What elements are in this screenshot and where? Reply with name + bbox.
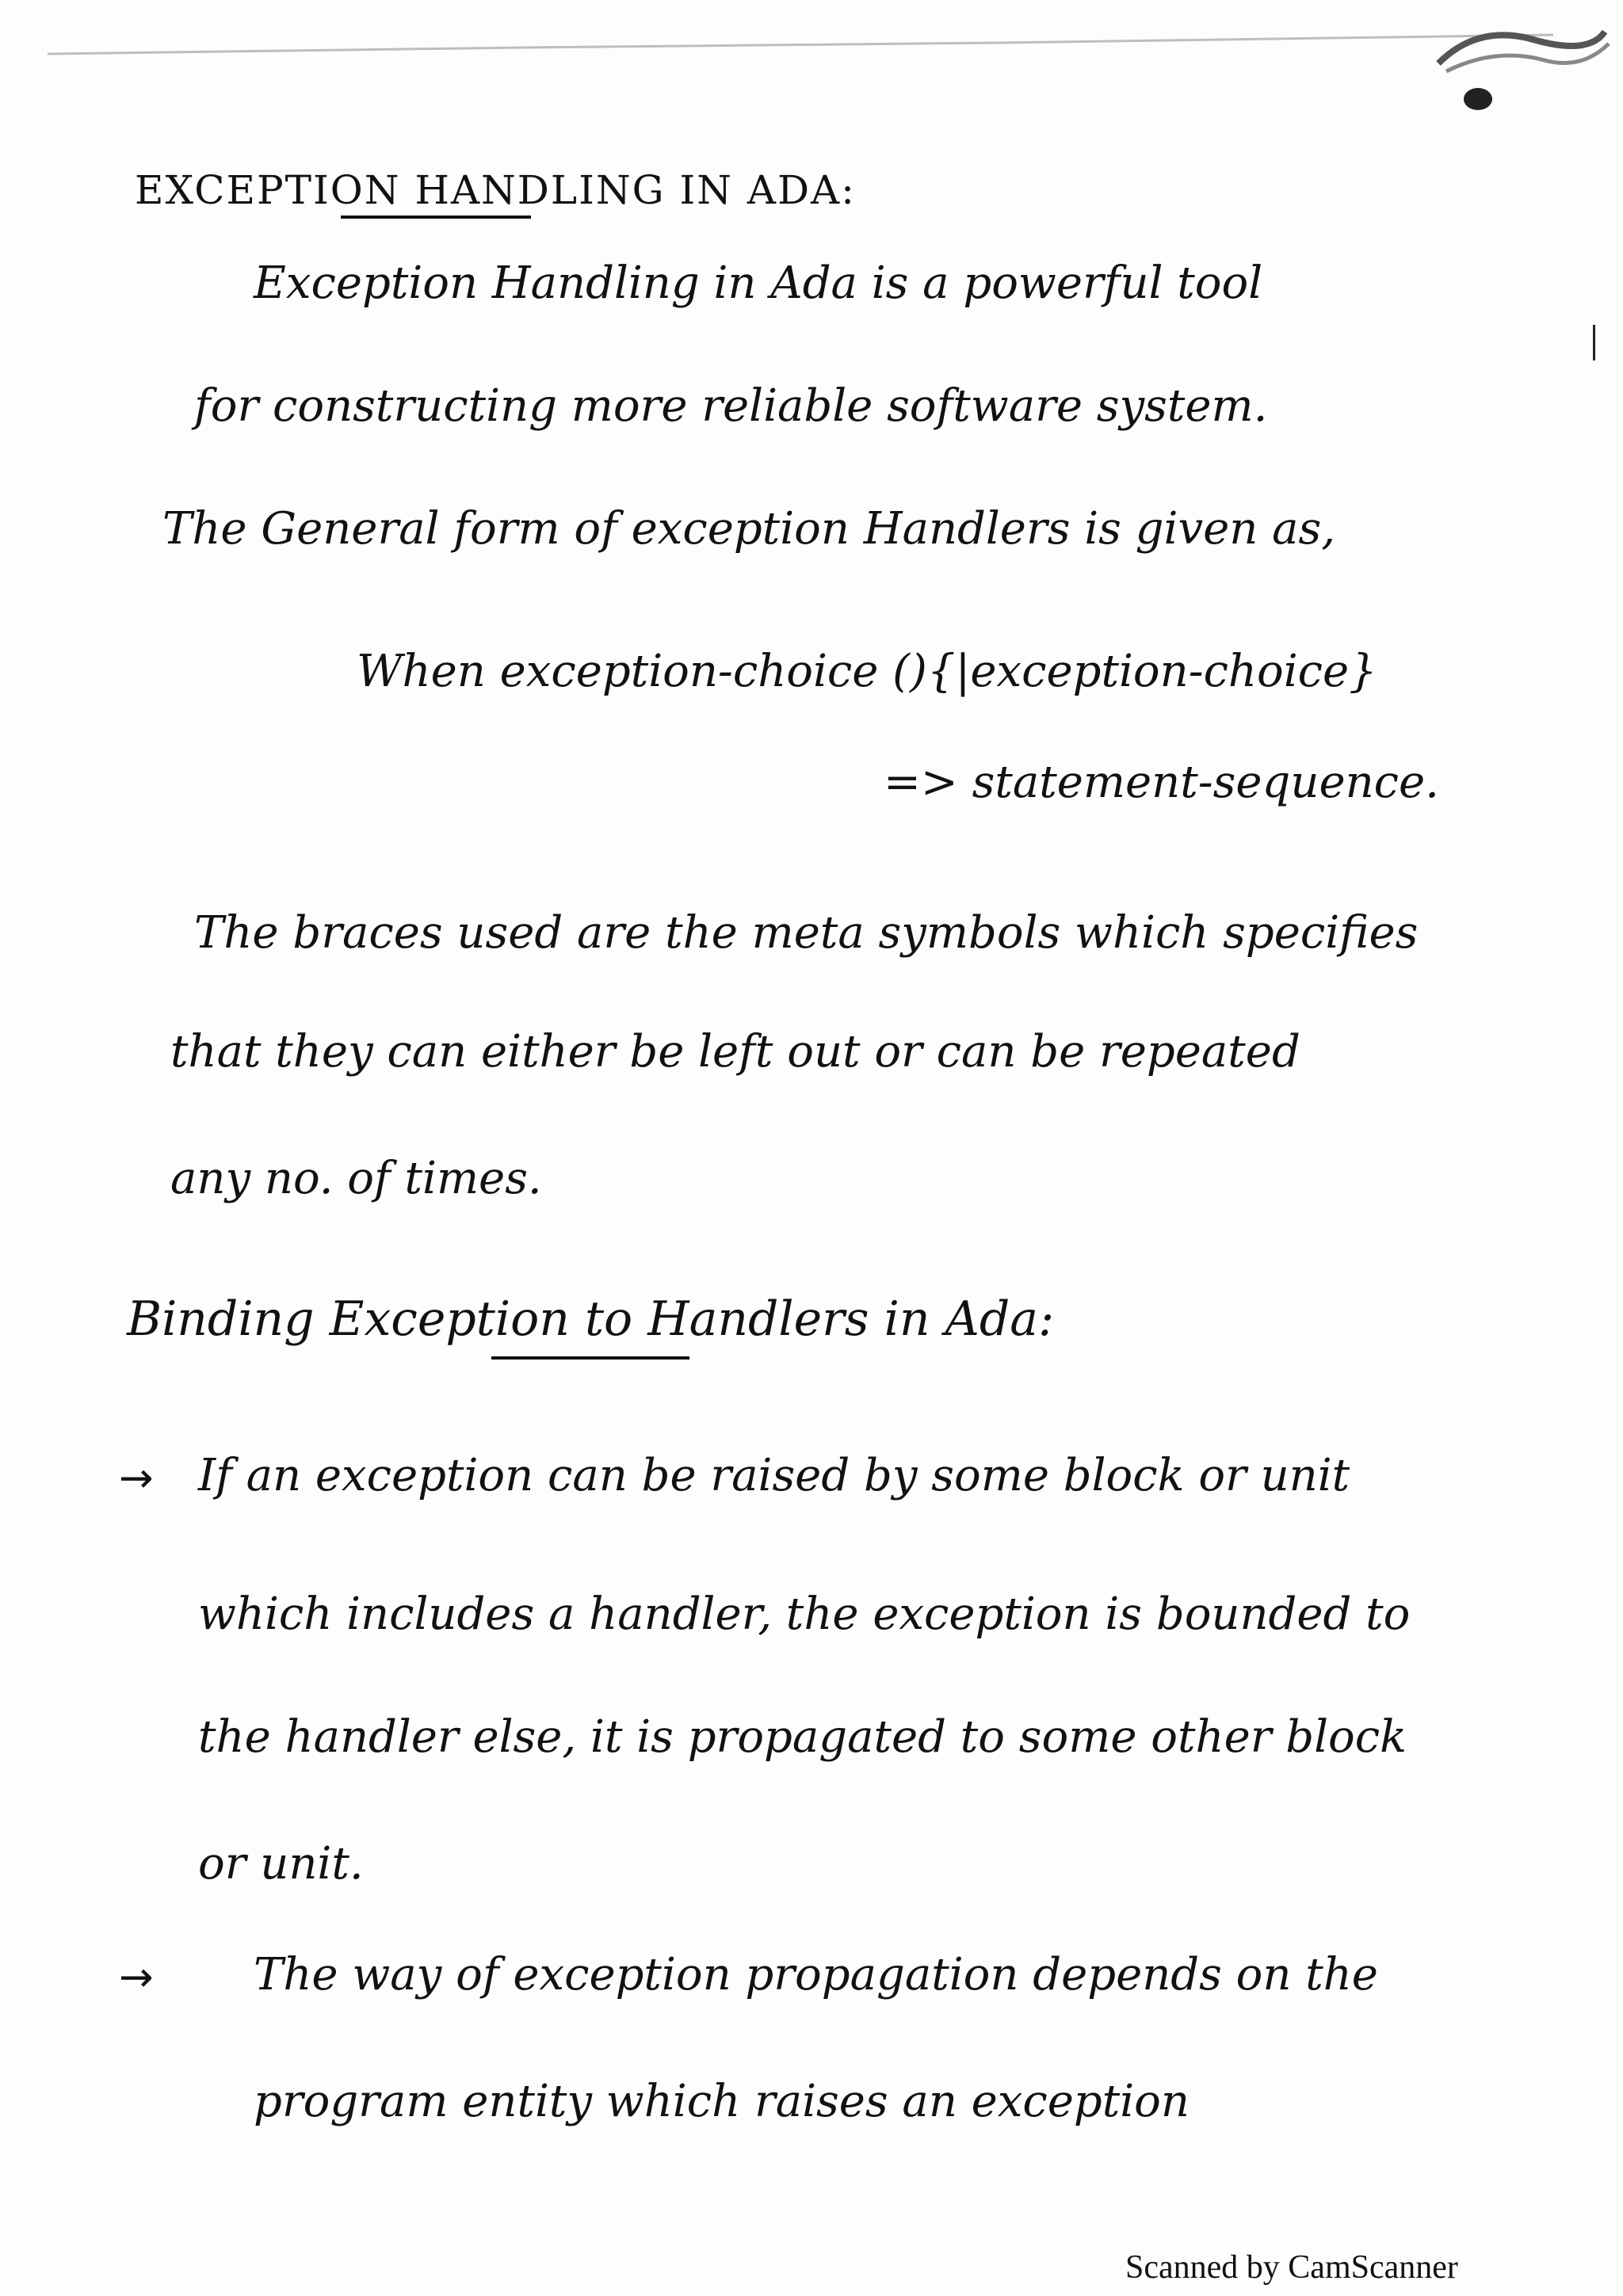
margin-stroke [1593, 325, 1595, 360]
bullet2-line1: The way of exception propagation depends on the [254, 1949, 1378, 2000]
bullet1-line3: the handler else, it is propagated to some other block [198, 1711, 1407, 1763]
bullet2-line2: program entity which raises an exception [254, 2076, 1190, 2127]
syntax-line2: => statement-sequence. [884, 757, 1439, 808]
bullet1-line4: or unit. [198, 1838, 364, 1890]
page-title: EXCEPTION HANDLING IN ADA: [135, 167, 856, 213]
para1-line1: Exception Handling in Ada is a powerful tool [254, 257, 1263, 309]
title-underline [341, 215, 531, 219]
para2-line3: any no. of times. [170, 1153, 542, 1204]
paper-edge-shadow [48, 32, 1553, 55]
binder-clip-icon [1430, 16, 1613, 119]
para1-line2: for constructing more reliable software system. [194, 380, 1268, 432]
section2-underline [491, 1356, 689, 1360]
syntax-line1: When exception-choice (){|exception-choice} [357, 646, 1377, 697]
bullet1-arrow-icon: → [119, 1455, 154, 1502]
bullet1-line1: If an exception can be raised by some block or unit [198, 1450, 1350, 1501]
scanner-watermark: Scanned by CamScanner [1125, 2249, 1458, 2286]
bullet2-arrow-icon: → [119, 1954, 154, 2001]
bullet1-line2: which includes a handler, the exception is bounded to [198, 1589, 1411, 1640]
section2-title: Binding Exception to Handlers in Ada: [127, 1291, 1055, 1347]
para1-line3: The General form of exception Handlers is given as, [162, 503, 1336, 555]
para2-line1: The braces used are the meta symbols which specifies [194, 907, 1419, 959]
para2-line2: that they can either be left out or can be repeated [170, 1026, 1300, 1077]
